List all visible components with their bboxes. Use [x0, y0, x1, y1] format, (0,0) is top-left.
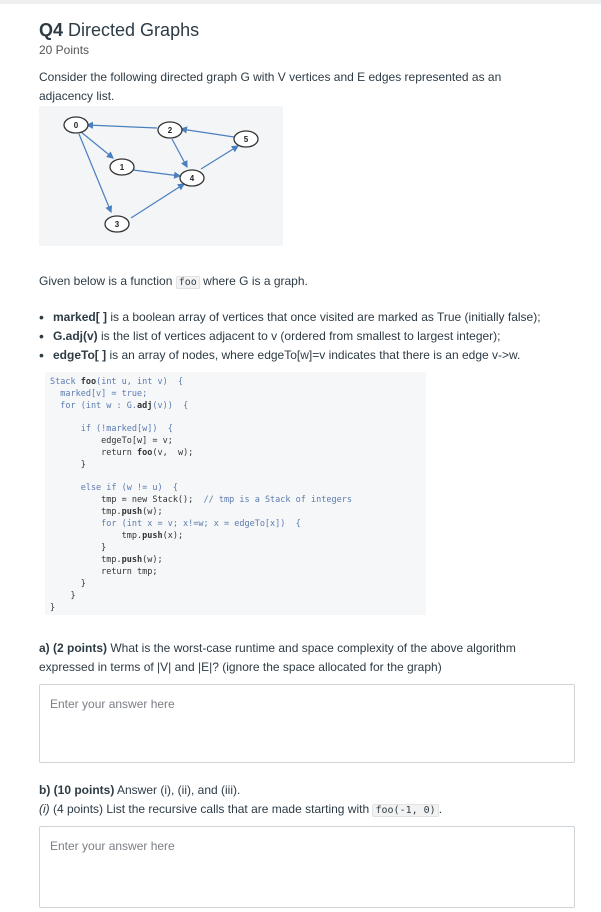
- node-5: [234, 131, 258, 147]
- code-line: }: [50, 579, 86, 589]
- foo-code: foo: [176, 276, 200, 289]
- svg-text:5: 5: [243, 135, 249, 144]
- part-a-line-2: expressed in terms of |V| and |E|? (ignore the space allocated for the graph): [39, 660, 442, 674]
- code-line: }: [50, 543, 107, 553]
- code-line: }: [50, 591, 76, 601]
- intro-line-1: Consider the following directed graph G with V vertices and E edges represented as an: [39, 70, 502, 84]
- svg-text:3: 3: [114, 220, 120, 229]
- part-a-label: a) (2 points): [39, 641, 107, 655]
- bullet-text: is a boolean array of vertices that once visited are marked as True (initially false);: [107, 310, 541, 324]
- given-after: where G is a graph.: [199, 274, 308, 288]
- node-0: [64, 117, 88, 133]
- code-line: return foo(v, w);: [50, 448, 194, 458]
- bullet-term: marked[ ]: [53, 310, 108, 324]
- part-a-answer-field[interactable]: [39, 684, 575, 763]
- graph-figure: [39, 106, 283, 246]
- edge-2-0: [87, 125, 157, 128]
- question-number: Q4: [39, 20, 64, 40]
- question-title: [39, 20, 199, 41]
- code-line: tmp.push(w);: [50, 555, 163, 565]
- graph-svg: [39, 106, 283, 246]
- bullet-adj: [39, 327, 579, 346]
- part-b-label: b) (10 points): [39, 783, 115, 797]
- intro-text: [39, 68, 559, 106]
- edge-3-4: [131, 184, 184, 218]
- part-b-answer-field[interactable]: [39, 826, 575, 908]
- edge-4-5: [201, 146, 238, 169]
- bullet-edgeto: [39, 346, 579, 365]
- bullet-term: G.adj(v): [53, 329, 98, 343]
- bullet-term: edgeTo[ ]: [53, 348, 107, 362]
- question-points: 20 Points: [39, 43, 90, 57]
- code-line: edgeTo[w] = v;: [50, 436, 173, 446]
- node-1: [110, 159, 134, 175]
- code-line: else if (w != u) {: [50, 483, 178, 493]
- code-line: tmp = new Stack(); // tmp is a Stack of integers: [50, 495, 352, 505]
- foo-call-code: foo(-1, 0): [372, 804, 438, 817]
- code-line: marked[v] = true;: [50, 389, 148, 399]
- part-b-question: [39, 781, 559, 820]
- bullet-text: is the list of vertices adjacent to v (ordered from smallest to largest integer);: [97, 329, 501, 343]
- svg-text:4: 4: [189, 174, 195, 183]
- node-2: [158, 122, 182, 138]
- code-line: tmp.push(x);: [50, 531, 184, 541]
- code-line: }: [50, 603, 56, 613]
- top-border: [0, 0, 601, 4]
- question-title-text: Directed Graphs: [68, 20, 200, 40]
- svg-text:1: 1: [119, 163, 125, 172]
- edge-1-4: [133, 170, 180, 176]
- intro-line-2: adjacency list.: [39, 89, 115, 103]
- svg-text:0: 0: [73, 121, 79, 130]
- edge-2-4: [172, 139, 187, 167]
- bullet-marked: [39, 308, 579, 327]
- part-a-line-1: a) (2 points) What is the worst-case runtime and space complexity of the above algorithm: [39, 641, 516, 655]
- code-line: if (!marked[w]) {: [50, 424, 173, 434]
- answer-placeholder: Enter your answer here: [50, 839, 175, 853]
- given-text: [39, 272, 559, 292]
- answer-placeholder: Enter your answer here: [50, 697, 175, 711]
- edge-0-1: [81, 132, 113, 158]
- svg-text:2: 2: [167, 126, 173, 135]
- part-a-question: [39, 639, 559, 677]
- bullet-text: is an array of nodes, where edgeTo[w]=v indicates that there is an edge v->w.: [106, 348, 521, 362]
- part-b-line-2: (i) (4 points) List the recursive calls that are made starting with foo(-1, 0) .: [39, 802, 443, 816]
- node-3: [105, 216, 129, 232]
- code-block: [45, 372, 426, 615]
- code-line: for (int w : G.adj(v)) {: [50, 401, 189, 411]
- edge-5-2: [181, 129, 234, 137]
- code-line: for (int x = v; x!=w; x = edgeTo[x]) {: [50, 519, 301, 529]
- code-line: Stack foo(int u, int v) {: [50, 377, 184, 387]
- code-line: tmp.push(w);: [50, 507, 163, 517]
- code-line: return tmp;: [50, 567, 158, 577]
- code-line: }: [50, 460, 86, 470]
- edge-0-3: [79, 134, 111, 212]
- node-4: [180, 170, 204, 186]
- part-b-line-1: b) (10 points) Answer (i), (ii), and (iii).: [39, 783, 241, 797]
- given-before: Given below is a function: [39, 274, 176, 288]
- definitions-list: [39, 308, 579, 365]
